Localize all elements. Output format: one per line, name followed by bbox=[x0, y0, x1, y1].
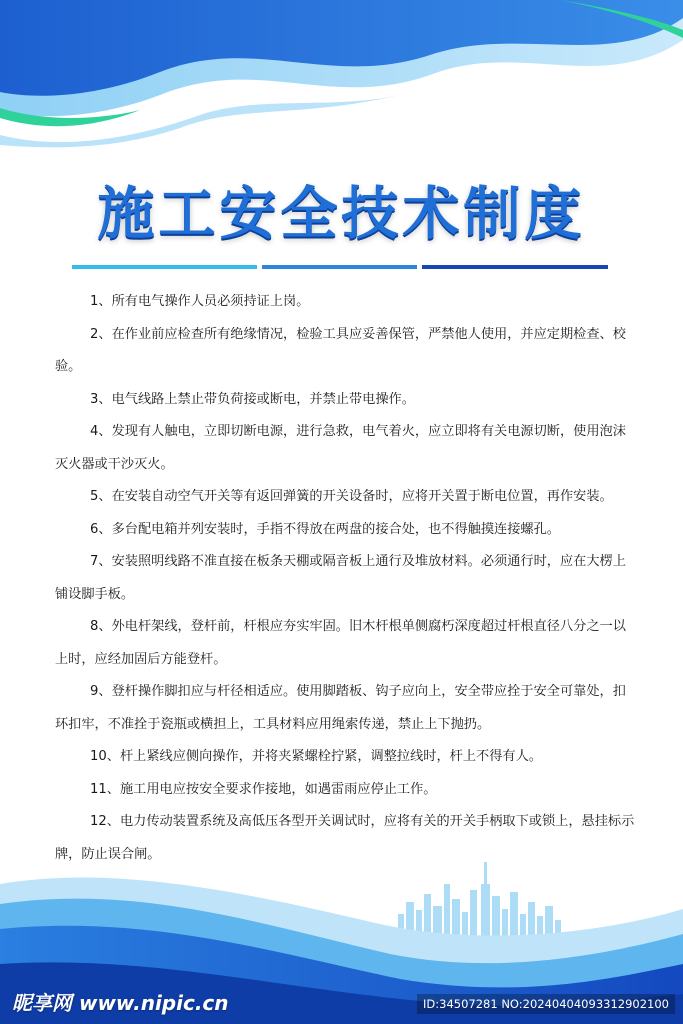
top-wave-decoration bbox=[0, 0, 683, 150]
poster-title: 施工安全技术制度 bbox=[97, 181, 586, 247]
rule-item: 3、电气线路上禁止带负荷接或断电，并禁止带电操作。 bbox=[90, 391, 415, 407]
rule-item: 7、安装照明线路不准直接在板条天棚或隔音板上通行及堆放材料。必须通行时，应在大楞上铺设脚手板。 bbox=[55, 554, 626, 602]
rule-item: 6、多台配电箱并列安装时，手指不得放在两盘的接合处，也不得触摸连接螺孔。 bbox=[90, 521, 560, 537]
title-divider bbox=[72, 264, 608, 270]
rule-item: 12、电力传动装置系统及高低压各型开关调试时，应将有关的开关手柄取下或锁上，悬挂标示牌，防止误合闸。 bbox=[55, 814, 635, 862]
rule-item: 10、杆上紧线应侧向操作，并将夹紧螺栓拧紧，调整拉线时，杆上不得有人。 bbox=[90, 749, 542, 764]
rule-item: 4、发现有人触电，立即切断电源，进行急救，电气着火，应立即将有关电源切断，使用泡沫灭火器或干沙灭火。 bbox=[55, 424, 626, 472]
watermark-logo: 昵享网 www.nipic.cn bbox=[12, 991, 229, 1015]
rule-item: 9、登杆操作脚扣应与杆径相适应。使用脚踏板、钩子应向上，安全带应拴于安全可靠处，扣环扣牢，不准拴于瓷瓶或横担上，工具材料应用绳索传递，禁止上下抛扔。 bbox=[55, 684, 626, 732]
rules-list bbox=[55, 286, 635, 871]
rule-item: 1、所有电气操作人员必须持证上岗。 bbox=[90, 294, 310, 309]
watermark-id: ID:34507281 NO:20240404093312902100 bbox=[417, 994, 675, 1014]
rule-item: 11、施工用电应按安全要求作接地，如遇雷雨应停止工作。 bbox=[90, 781, 437, 797]
rule-item: 2、在作业前应检查所有绝缘情况，检验工具应妥善保管，严禁他人使用，并应定期检查、校验。 bbox=[55, 326, 626, 374]
rule-item: 5、在安装自动空气开关等有返回弹簧的开关设备时，应将开关置于断电位置，再作安装。 bbox=[90, 489, 613, 504]
rule-item: 8、外电杆架线，登杆前，杆根应夯实牢固。旧木杆根单侧腐朽深度超过杆根直径八分之一以上时，应经加固后方能登杆。 bbox=[55, 619, 626, 667]
